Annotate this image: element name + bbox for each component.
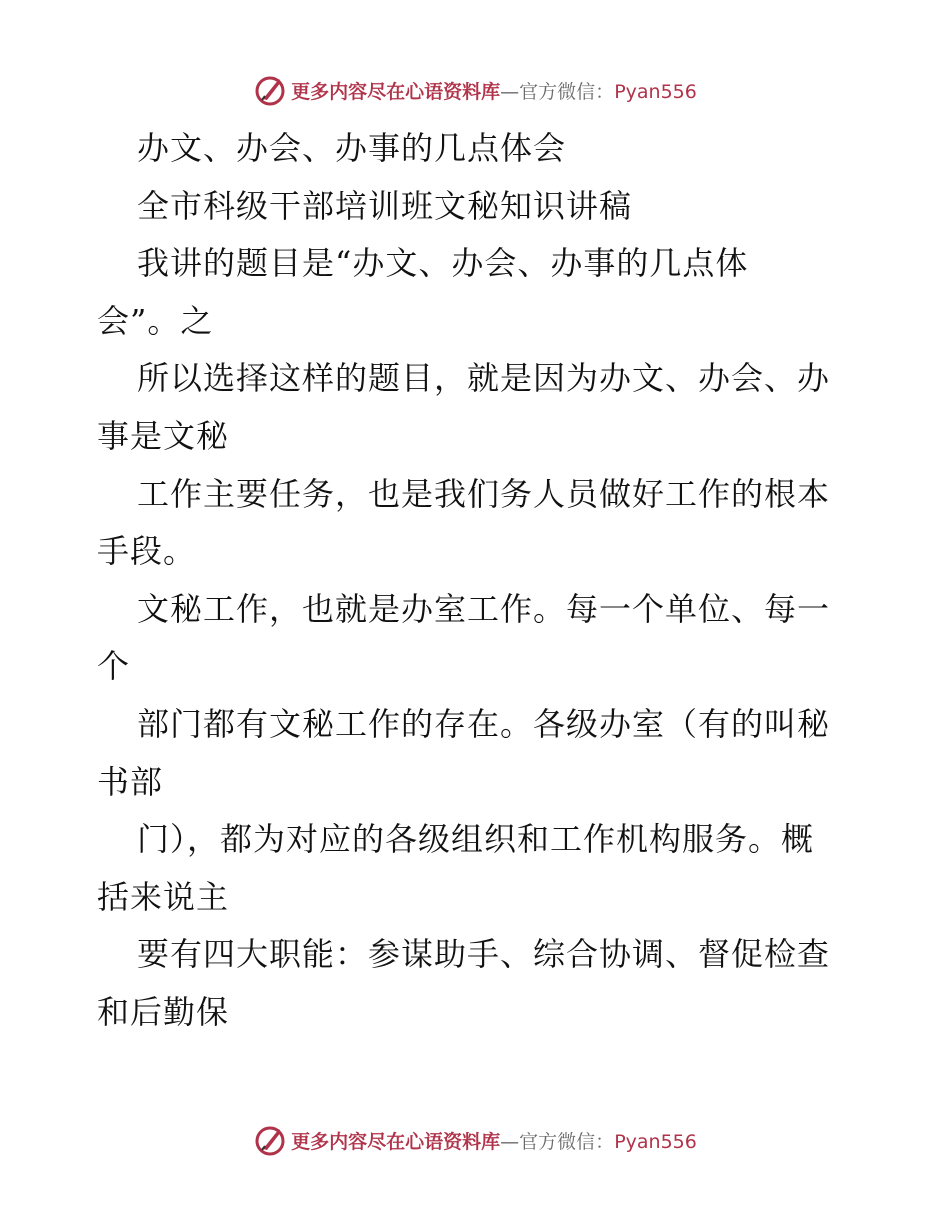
- paragraph-line: 括来说主: [97, 877, 230, 916]
- paragraph-line: 事是文秘: [97, 416, 230, 455]
- feather-pen-logo-icon: [253, 1123, 287, 1157]
- feather-pen-logo-icon: [253, 73, 287, 107]
- banner-text: 更多内容尽在心语资料库—官方微信：Pyan556: [291, 80, 697, 103]
- paragraph-line: 我讲的题目是“办文、办会、办事的几点体: [137, 244, 749, 283]
- paragraph-line: 所以选择这样的题目，就是因为办文、办会、办: [137, 359, 831, 398]
- header-banner: [0, 70, 950, 110]
- paragraph-line: 手段。: [97, 532, 197, 571]
- paragraph-line: 和后勤保: [97, 992, 230, 1031]
- paragraph-line: 部门都有文秘工作的存在。各级办室（有的叫秘: [137, 704, 831, 743]
- footer-banner: [0, 1120, 950, 1160]
- document-body: [97, 120, 857, 1042]
- doc-title: 办文、办会、办事的几点体会: [137, 129, 567, 167]
- paragraph-line: 要有四大职能：参谋助手、综合协调、督促检查: [137, 935, 831, 974]
- banner-text: 更多内容尽在心语资料库—官方微信：Pyan556: [291, 1130, 697, 1153]
- doc-subtitle: 全市科级干部培训班文秘知识讲稿: [137, 186, 633, 225]
- paragraph-line: 会”。之: [97, 301, 214, 340]
- paragraph-line: 工作主要任务，也是我们务人员做好工作的根本: [137, 474, 831, 513]
- paragraph-line: 门），都为对应的各级组织和工作机构服务。概: [137, 820, 815, 859]
- paragraph-line: 个: [97, 647, 131, 686]
- paragraph-line: 文秘工作，也就是办室工作。每一个单位、每一: [137, 589, 831, 628]
- paragraph-line: 书部: [97, 762, 164, 801]
